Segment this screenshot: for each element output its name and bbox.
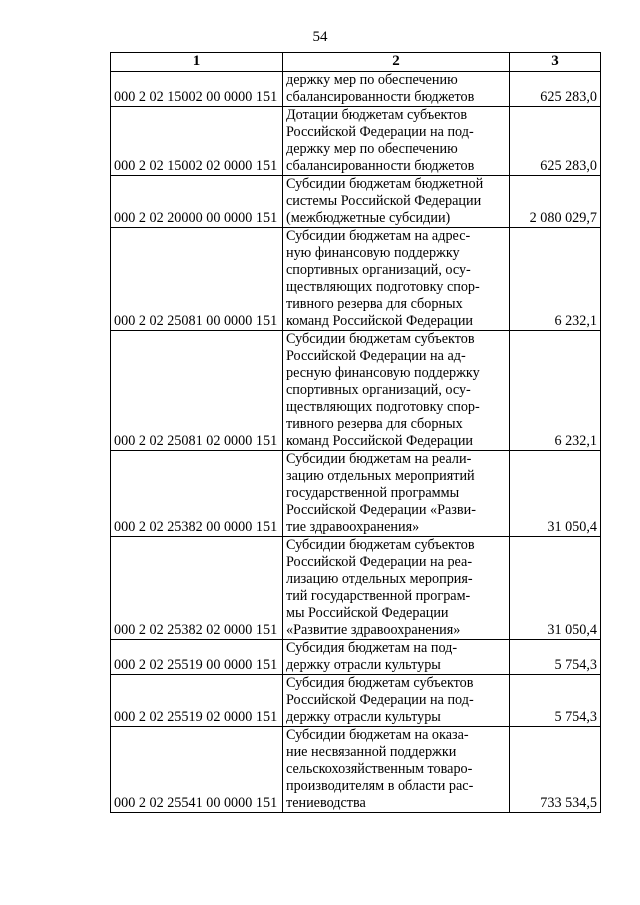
revenue-name-line: тивного резерва для сборных (286, 296, 463, 312)
amount-value: 625 283,0 (510, 72, 601, 107)
amount-value: 6 232,1 (510, 228, 601, 331)
revenue-name-line: сбалансированности бюджетов (286, 158, 475, 174)
budget-table (110, 52, 601, 813)
classification-code: 000 2 02 25519 02 0000 151 (111, 675, 283, 727)
revenue-name-line: тие здравоохранения» (286, 519, 420, 535)
revenue-name-line: спортивных организаций, осу- (286, 262, 471, 278)
table-row (111, 331, 601, 451)
revenue-name (283, 640, 510, 675)
revenue-name-line: Субсидии бюджетам на адрес- (286, 228, 471, 244)
classification-code: 000 2 02 25541 00 0000 151 (111, 727, 283, 813)
revenue-name (283, 331, 510, 451)
revenue-name-line: ресную финансовую поддержку (286, 365, 480, 381)
revenue-name-line: Субсидия бюджетам на под- (286, 640, 458, 656)
classification-code: 000 2 02 25382 00 0000 151 (111, 451, 283, 537)
table-row (111, 228, 601, 331)
revenue-name-line: Субсидии бюджетам бюджетной (286, 176, 484, 192)
amount-value: 625 283,0 (510, 107, 601, 176)
revenue-name-line: Российской Федерации на реа- (286, 554, 473, 570)
table-row (111, 675, 601, 727)
revenue-name-line: ную финансовую поддержку (286, 245, 460, 261)
revenue-name-line: Российской Федерации на ад- (286, 348, 466, 364)
revenue-name-line: держку отрасли культуры (286, 709, 441, 725)
revenue-name-line: Дотации бюджетам субъектов (286, 107, 468, 123)
amount-value: 31 050,4 (510, 451, 601, 537)
revenue-name-line: сбалансированности бюджетов (286, 89, 475, 105)
table-row (111, 176, 601, 228)
classification-code: 000 2 02 25519 00 0000 151 (111, 640, 283, 675)
revenue-name-line: Субсидии бюджетам субъектов (286, 537, 475, 553)
revenue-name-line: держку мер по обеспечению (286, 72, 458, 88)
revenue-name (283, 72, 510, 107)
amount-value: 2 080 029,7 (510, 176, 601, 228)
revenue-name (283, 675, 510, 727)
revenue-name-line: (межбюджетные субсидии) (286, 210, 451, 226)
header-row (111, 53, 601, 72)
revenue-name-line: ществляющих подготовку спор- (286, 399, 480, 415)
amount-value: 5 754,3 (510, 640, 601, 675)
classification-code: 000 2 02 15002 02 0000 151 (111, 107, 283, 176)
revenue-name (283, 228, 510, 331)
amount-value: 733 534,5 (510, 727, 601, 813)
revenue-name-line: Субсидии бюджетам на оказа- (286, 727, 469, 743)
revenue-name-line: системы Российской Федерации (286, 193, 482, 209)
revenue-name (283, 107, 510, 176)
table-row (111, 72, 601, 107)
revenue-name-line: «Развитие здравоохранения» (286, 622, 461, 638)
revenue-name-line: Российской Федерации на под- (286, 124, 474, 140)
revenue-name (283, 537, 510, 640)
revenue-name-line: команд Российской Федерации (286, 313, 473, 329)
column-header-2: 2 (283, 53, 510, 72)
revenue-name-line: Российской Федерации «Разви- (286, 502, 476, 518)
table-row (111, 537, 601, 640)
revenue-name-line: Субсидия бюджетам субъектов (286, 675, 474, 691)
classification-code: 000 2 02 15002 00 0000 151 (111, 72, 283, 107)
table-row (111, 451, 601, 537)
revenue-name-line: тий государственной програм- (286, 588, 471, 604)
classification-code: 000 2 02 20000 00 0000 151 (111, 176, 283, 228)
revenue-name-line: команд Российской Федерации (286, 433, 473, 449)
table-row (111, 107, 601, 176)
table-row (111, 640, 601, 675)
revenue-name-line: мы Российской Федерации (286, 605, 449, 621)
column-header-3: 3 (510, 53, 601, 72)
revenue-name-line: зацию отдельных мероприятий (286, 468, 475, 484)
revenue-name-line: Субсидии бюджетам субъектов (286, 331, 475, 347)
column-header-1: 1 (111, 53, 283, 72)
revenue-name-line: сельскохозяйственным товаро- (286, 761, 473, 777)
revenue-name-line: держку мер по обеспечению (286, 141, 458, 157)
revenue-name (283, 176, 510, 228)
page-number: 54 (312, 29, 328, 45)
revenue-name-line: спортивных организаций, осу- (286, 382, 471, 398)
amount-value: 5 754,3 (510, 675, 601, 727)
revenue-name-line: тивного резерва для сборных (286, 416, 463, 432)
classification-code: 000 2 02 25382 02 0000 151 (111, 537, 283, 640)
revenue-name (283, 451, 510, 537)
table-header (111, 53, 601, 72)
table-body (111, 72, 601, 813)
amount-value: 6 232,1 (510, 331, 601, 451)
revenue-name-line: лизацию отдельных мероприя- (286, 571, 473, 587)
revenue-name-line: держку отрасли культуры (286, 657, 441, 673)
revenue-name-line: ществляющих подготовку спор- (286, 279, 480, 295)
classification-code: 000 2 02 25081 00 0000 151 (111, 228, 283, 331)
revenue-name-line: государственной программы (286, 485, 460, 501)
revenue-name-line: Российской Федерации на под- (286, 692, 474, 708)
revenue-name-line: тениеводства (286, 795, 366, 811)
revenue-name-line: ние несвязанной поддержки (286, 744, 457, 760)
revenue-name (283, 727, 510, 813)
amount-value: 31 050,4 (510, 537, 601, 640)
classification-code: 000 2 02 25081 02 0000 151 (111, 331, 283, 451)
revenue-name-line: производителям в области рас- (286, 778, 474, 794)
revenue-name-line: Субсидии бюджетам на реали- (286, 451, 472, 467)
table-row (111, 727, 601, 813)
